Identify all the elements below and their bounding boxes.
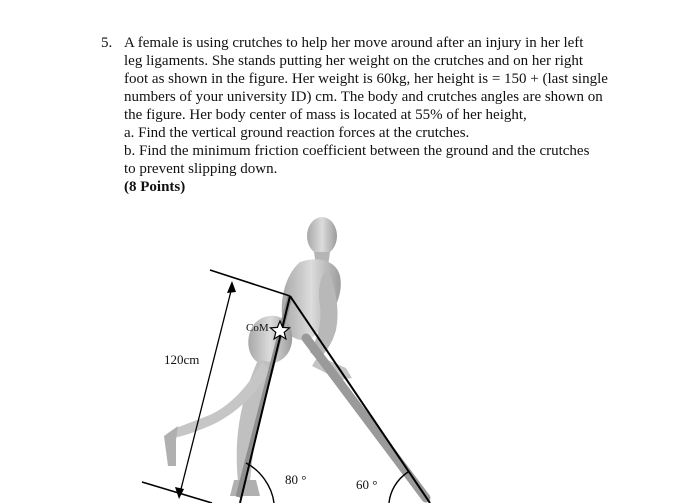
length-label: 120cm xyxy=(164,352,200,367)
problem-line: foot as shown in the figure. Her weight is 60kg, her height is = 150 + (last single xyxy=(124,71,608,87)
angle-label-right: 60 ° xyxy=(356,477,378,492)
angle-label-left: 80 ° xyxy=(285,472,307,487)
problem-number: 5. xyxy=(101,35,113,51)
problem-line: the figure. Her body center of mass is located at 55% of her height, xyxy=(124,107,527,123)
crutch-axis-line xyxy=(290,296,430,503)
problem-part-b: b. Find the minimum friction coefficient between the ground and the crutches xyxy=(124,143,590,159)
problem-line: to prevent slipping down. xyxy=(124,161,278,177)
left-foot xyxy=(164,426,178,466)
dimension-arrow-top xyxy=(227,281,236,293)
problem-line: A female is using crutches to help her move around after an injury in her left xyxy=(124,35,584,51)
head xyxy=(307,217,337,255)
com-label: CoM xyxy=(246,322,269,334)
problem-line: numbers of your university ID) cm. The body and crutches angles are shown on xyxy=(124,89,603,105)
points-label: (8 Points) xyxy=(124,179,186,195)
right-crutch xyxy=(306,338,426,498)
length-dimension-line xyxy=(180,287,232,493)
problem-part-a: a. Find the vertical ground reaction forces at the crutches. xyxy=(124,125,470,141)
problem-line: leg ligaments. She stands putting her weight on the crutches and on her right xyxy=(124,53,584,69)
top-guide-line xyxy=(210,270,290,296)
